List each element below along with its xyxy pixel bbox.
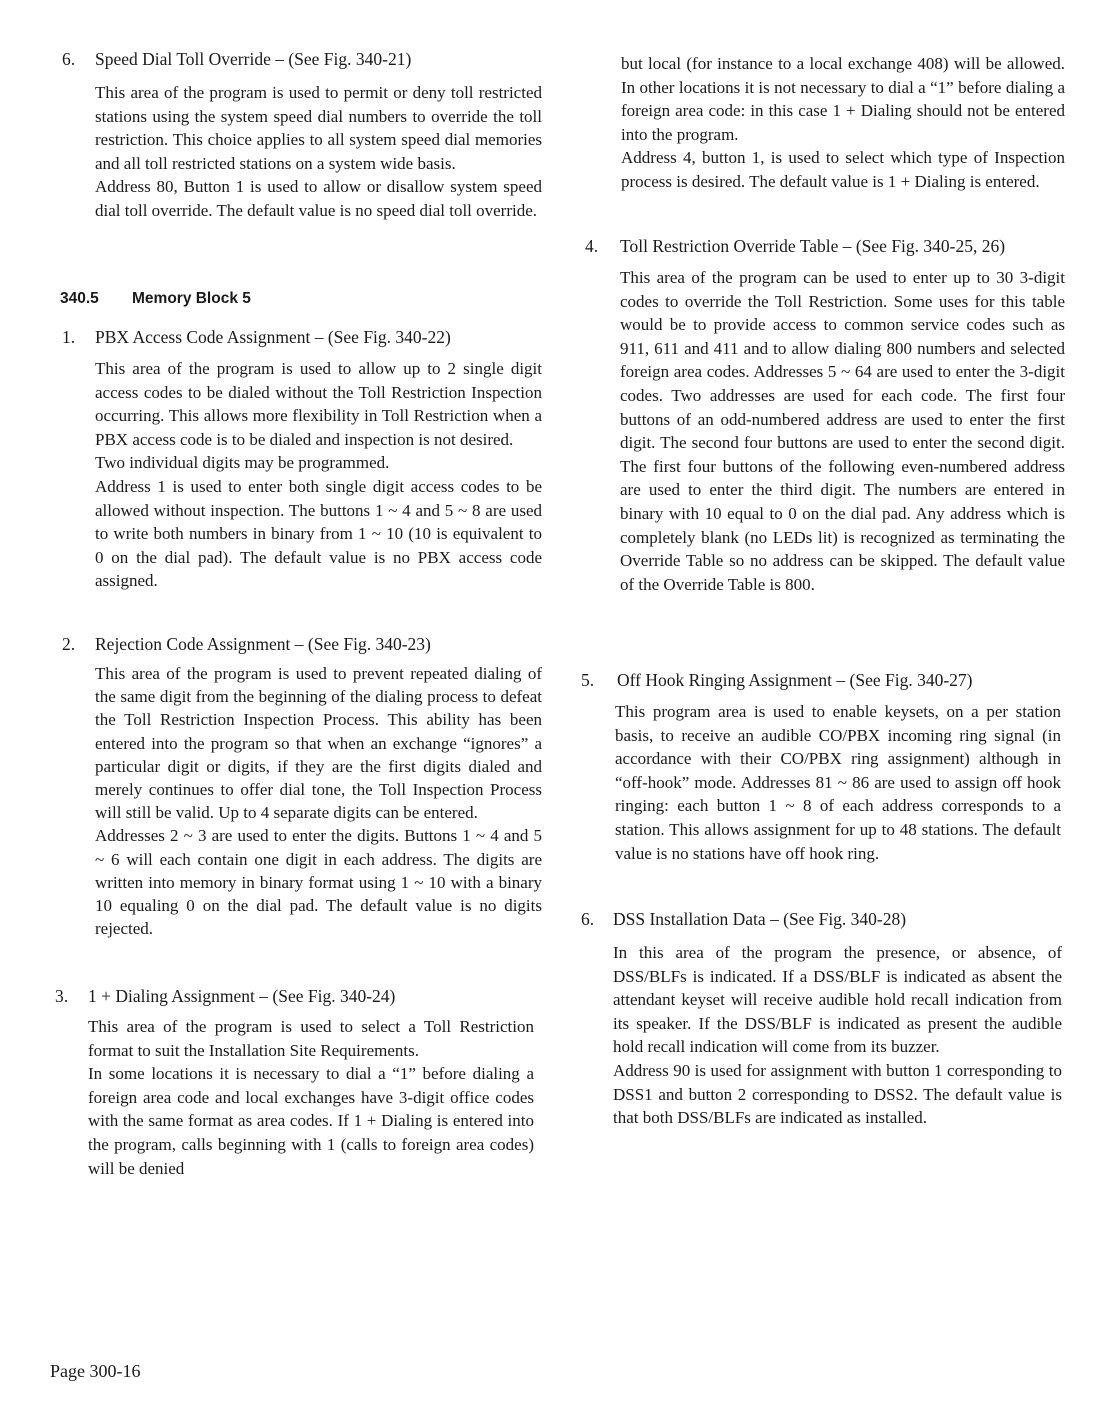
paragraph: This area of the program is used to allow up to 2 single digit access codes to be dialed without the Toll Restriction Inspection occurring. This allows more flexibility in Toll Restriction when a PBX access code is to be dialed and inspection is not desired.	[95, 359, 542, 449]
item-body	[620, 266, 1065, 596]
item-heading: 1 + Dialing Assignment – (See Fig. 340-24)	[88, 986, 396, 1006]
item-heading: PBX Access Code Assignment – (See Fig. 340-22)	[95, 327, 451, 347]
item-heading: Off Hook Ringing Assignment – (See Fig. 340-27)	[617, 670, 973, 690]
paragraph: Address 80, Button 1 is used to allow or disallow system speed dial toll override. The default value is no speed dial toll override.	[95, 177, 542, 220]
continued-text	[621, 52, 1065, 194]
item-number: 4.	[585, 236, 599, 256]
paragraph: This area of the program is used to prevent repeated dialing of the same digit from the beginning of the dialing process to defeat the Toll Restriction Inspection Process. This ability has been entered into the program so that when an exchange “ignores” a particular digit or digits, if they are the first digits dialed and merely continues to offer dial tone, the Toll Inspection Process will still be valid. Up to 4 separate digits can be entered.	[95, 664, 542, 823]
item-body	[95, 662, 542, 940]
section-heading	[60, 289, 251, 309]
item-heading: Toll Restriction Override Table – (See Fig. 340-25, 26)	[620, 236, 1006, 256]
item-number: 5.	[581, 670, 595, 690]
item-heading: DSS Installation Data – (See Fig. 340-28)	[613, 909, 907, 929]
page-number: Page 300-16	[50, 1361, 141, 1381]
item-number: 6.	[62, 49, 76, 69]
paragraph: Address 90 is used for assignment with button 1 corresponding to DSS1 and button 2 corresponding to DSS2. The default value is that both DSS/BLFs are indicated as installed.	[613, 1060, 1062, 1128]
paragraph: This program area is used to enable keysets, on a per station basis, to receive an audible CO/PBX incoming ring signal (in accordance with their CO/PBX ring assignment) although in “off-hook” mode. Addresses 81 ~ 86 are used to assign off hook ringing: each button 1 ~ 8 of each address corresponds to a station. This allows assignment for up to 48 stations. The default value is no stations have off hook ring.	[615, 702, 1061, 863]
paragraph: Address 1 is used to enter both single digit access codes to be allowed without inspection. The buttons 1 ~ 4 and 5 ~ 8 are used to write both numbers in binary from 1 ~ 10 (10 is equivalent to 0 on the dial pad). The default value is no PBX access code assigned.	[95, 476, 542, 591]
item-number: 6.	[581, 909, 595, 929]
paragraph: Address 4, button 1, is used to select which type of Inspection process is desired. The default value is 1 + Dialing is entered.	[621, 148, 1065, 191]
section-title: Memory Block 5	[132, 290, 251, 307]
item-body	[95, 81, 542, 223]
paragraph: This area of the program is used to select a Toll Restriction format to suit the Installation Site Requirements.	[88, 1017, 534, 1060]
paragraph: Two individual digits may be programmed.	[95, 453, 390, 473]
paragraph: This area of the program can be used to enter up to 30 3-digit codes to override the Toll Restriction. Some uses for this table would be to provide access to common service codes such as 911, 611 and 411 and to allow dialing 800 numbers and selected foreign area codes. Addresses 5 ~ 64 are used to enter the 3-digit codes. Two addresses are used for each code. The first four buttons of an odd-numbered address are used to enter the first digit. The second four buttons are used to enter the second digit. The first four buttons of the following even-numbered address are used to enter the third digit. The numbers are entered in binary with 10 equal to 0 on the dial pad. Any address which is completely blank (no LEDs lit) is recognized as terminating the Override Table so no address can be skipped. The default value of the Override Table is 800.	[620, 268, 1065, 594]
paragraph: Addresses 2 ~ 3 are used to enter the digits. Buttons 1 ~ 4 and 5 ~ 6 will each contain one digit in each address. The digits are written into memory in binary format using 1 ~ 10 with a binary 10 equaling 0 on the dial pad. The default value is no digits rejected.	[95, 826, 542, 939]
item-body	[615, 700, 1061, 865]
item-number: 1.	[62, 327, 76, 347]
section-number: 340.5	[60, 290, 99, 307]
item-number: 2.	[62, 634, 76, 654]
paragraph: but local (for instance to a local exchange 408) will be allowed. In other locations it is not necessary to dial a “1” before dialing a foreign area code: in this case 1 + Dialing should not be entered into the program.	[621, 54, 1065, 144]
paragraph: In this area of the program the presence, or absence, of DSS/BLFs is indicated. If a DSS/BLF is indicated as absent the attendant keyset will receive audible hold recall indication from its speaker. If the DSS/BLF is indicated as present the audible hold recall indication will come from its buzzer.	[613, 943, 1062, 1057]
item-heading: Rejection Code Assignment – (See Fig. 340-23)	[95, 634, 431, 654]
item-number: 3.	[55, 986, 69, 1006]
item-body	[88, 1015, 534, 1180]
item-heading: Speed Dial Toll Override – (See Fig. 340-21)	[95, 49, 412, 69]
paragraph: In some locations it is necessary to dial a “1” before dialing a foreign area code and local exchanges have 3-digit office codes with the same format as area codes. If 1 + Dialing is entered into the program, calls beginning with 1 (calls to foreign area codes) will be denied	[88, 1064, 534, 1178]
item-body	[95, 357, 542, 593]
item-body	[613, 941, 1062, 1130]
paragraph: This area of the program is used to permit or deny toll restricted stations using the system speed dial numbers to override the toll restriction. This choice applies to all system speed dial memories and all toll restricted stations on a system wide basis.	[95, 83, 542, 173]
